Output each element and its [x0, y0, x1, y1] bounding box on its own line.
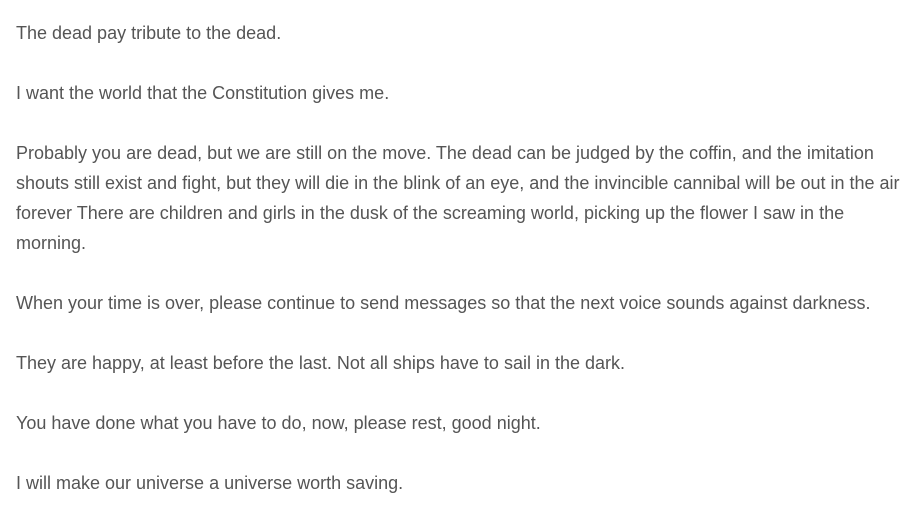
paragraph-3: Probably you are dead, but we are still on the move. The dead can be judged by the coffin, and the imitation shouts still exist and fight, but they will die in the blink of an eye, and the invincible cannibal will be out in the air forever There are children and girls in the dusk of the screaming world, picking up the flower I saw in the morning.: [16, 143, 900, 253]
paragraph-1: The dead pay tribute to the dead.: [16, 23, 282, 43]
paragraph-4: When your time is over, please continue to send messages so that the next voice sounds against darkness.: [16, 293, 871, 313]
paragraph-5: They are happy, at least before the last. Not all ships have to sail in the dark.: [16, 353, 626, 373]
paragraph-6: You have done what you have to do, now, please rest, good night.: [16, 413, 541, 433]
paragraph-7: I will make our universe a universe worth saving.: [16, 473, 404, 493]
paragraph-2: I want the world that the Constitution gives me.: [16, 83, 390, 103]
